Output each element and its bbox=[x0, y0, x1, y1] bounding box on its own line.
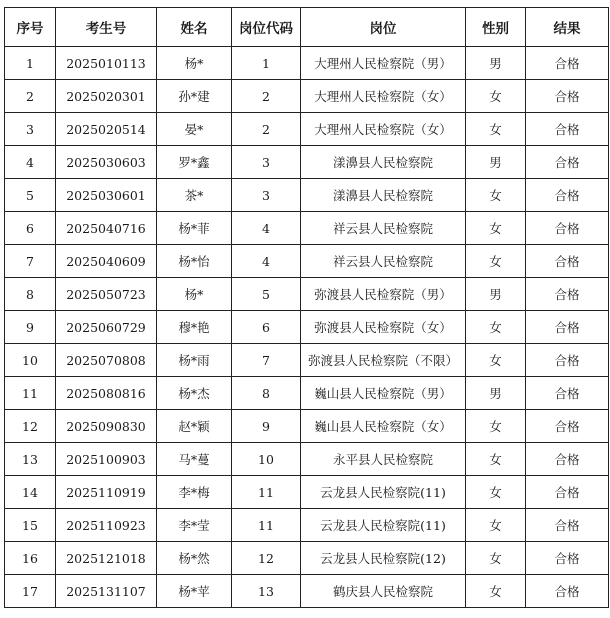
cell-result: 合格 bbox=[526, 146, 609, 179]
column-header-post: 岗位 bbox=[301, 8, 466, 47]
cell-gender: 女 bbox=[466, 443, 526, 476]
header-row bbox=[5, 8, 609, 47]
table-row bbox=[5, 245, 609, 278]
cell-result: 合格 bbox=[526, 278, 609, 311]
cell-gender: 女 bbox=[466, 575, 526, 608]
cell-seq: 11 bbox=[5, 377, 56, 410]
cell-exam-number: 2025090830 bbox=[56, 410, 157, 443]
cell-name: 杨*杰 bbox=[157, 377, 232, 410]
table-header bbox=[5, 8, 609, 47]
cell-result: 合格 bbox=[526, 443, 609, 476]
cell-post: 大理州人民检察院（女） bbox=[301, 113, 466, 146]
cell-name: 李*梅 bbox=[157, 476, 232, 509]
table-row bbox=[5, 278, 609, 311]
column-header-exam-number: 考生号 bbox=[56, 8, 157, 47]
cell-name: 孙*建 bbox=[157, 80, 232, 113]
cell-name: 晏* bbox=[157, 113, 232, 146]
cell-result: 合格 bbox=[526, 245, 609, 278]
cell-exam-number: 2025040716 bbox=[56, 212, 157, 245]
cell-result: 合格 bbox=[526, 476, 609, 509]
cell-name: 李*莹 bbox=[157, 509, 232, 542]
cell-seq: 6 bbox=[5, 212, 56, 245]
cell-result: 合格 bbox=[526, 113, 609, 146]
cell-seq: 17 bbox=[5, 575, 56, 608]
table-row bbox=[5, 443, 609, 476]
cell-gender: 女 bbox=[466, 311, 526, 344]
cell-exam-number: 2025020301 bbox=[56, 80, 157, 113]
cell-post-code: 2 bbox=[232, 113, 301, 146]
cell-result: 合格 bbox=[526, 509, 609, 542]
cell-result: 合格 bbox=[526, 212, 609, 245]
cell-post-code: 9 bbox=[232, 410, 301, 443]
cell-gender: 女 bbox=[466, 509, 526, 542]
cell-result: 合格 bbox=[526, 542, 609, 575]
cell-post-code: 7 bbox=[232, 344, 301, 377]
cell-exam-number: 2025110923 bbox=[56, 509, 157, 542]
cell-gender: 女 bbox=[466, 344, 526, 377]
cell-name: 赵*颖 bbox=[157, 410, 232, 443]
cell-name: 杨* bbox=[157, 47, 232, 80]
cell-exam-number: 2025030601 bbox=[56, 179, 157, 212]
column-header-seq: 序号 bbox=[5, 8, 56, 47]
cell-gender: 女 bbox=[466, 476, 526, 509]
cell-name: 茶* bbox=[157, 179, 232, 212]
cell-gender: 女 bbox=[466, 179, 526, 212]
cell-post: 大理州人民检察院（男） bbox=[301, 47, 466, 80]
table-row bbox=[5, 575, 609, 608]
cell-post: 巍山县人民检察院（女） bbox=[301, 410, 466, 443]
cell-post: 弥渡县人民检察院（不限） bbox=[301, 344, 466, 377]
table-body bbox=[5, 47, 609, 608]
cell-seq: 16 bbox=[5, 542, 56, 575]
cell-seq: 3 bbox=[5, 113, 56, 146]
cell-post-code: 3 bbox=[232, 146, 301, 179]
cell-gender: 女 bbox=[466, 113, 526, 146]
table-row bbox=[5, 410, 609, 443]
cell-exam-number: 2025110919 bbox=[56, 476, 157, 509]
cell-post-code: 1 bbox=[232, 47, 301, 80]
cell-gender: 男 bbox=[466, 47, 526, 80]
cell-seq: 4 bbox=[5, 146, 56, 179]
cell-exam-number: 2025030603 bbox=[56, 146, 157, 179]
table-row bbox=[5, 311, 609, 344]
cell-exam-number: 2025100903 bbox=[56, 443, 157, 476]
cell-result: 合格 bbox=[526, 344, 609, 377]
cell-name: 杨*然 bbox=[157, 542, 232, 575]
cell-post: 大理州人民检察院（女） bbox=[301, 80, 466, 113]
cell-seq: 14 bbox=[5, 476, 56, 509]
cell-post-code: 12 bbox=[232, 542, 301, 575]
cell-post: 云龙县人民检察院(12) bbox=[301, 542, 466, 575]
cell-name: 杨*雨 bbox=[157, 344, 232, 377]
cell-post: 云龙县人民检察院(11) bbox=[301, 476, 466, 509]
cell-result: 合格 bbox=[526, 47, 609, 80]
cell-gender: 女 bbox=[466, 80, 526, 113]
cell-name: 穆*艳 bbox=[157, 311, 232, 344]
cell-post-code: 5 bbox=[232, 278, 301, 311]
cell-post-code: 11 bbox=[232, 509, 301, 542]
cell-exam-number: 2025040609 bbox=[56, 245, 157, 278]
cell-gender: 女 bbox=[466, 410, 526, 443]
table-row bbox=[5, 47, 609, 80]
table-row bbox=[5, 80, 609, 113]
cell-name: 杨* bbox=[157, 278, 232, 311]
cell-post: 巍山县人民检察院（男） bbox=[301, 377, 466, 410]
cell-result: 合格 bbox=[526, 575, 609, 608]
cell-post-code: 10 bbox=[232, 443, 301, 476]
table-row bbox=[5, 542, 609, 575]
cell-post-code: 4 bbox=[232, 245, 301, 278]
cell-gender: 男 bbox=[466, 146, 526, 179]
table-row bbox=[5, 212, 609, 245]
cell-exam-number: 2025070808 bbox=[56, 344, 157, 377]
cell-post-code: 11 bbox=[232, 476, 301, 509]
cell-post: 漾濞县人民检察院 bbox=[301, 146, 466, 179]
cell-exam-number: 2025080816 bbox=[56, 377, 157, 410]
cell-post: 云龙县人民检察院(11) bbox=[301, 509, 466, 542]
column-header-result: 结果 bbox=[526, 8, 609, 47]
cell-seq: 13 bbox=[5, 443, 56, 476]
cell-seq: 8 bbox=[5, 278, 56, 311]
cell-post-code: 13 bbox=[232, 575, 301, 608]
cell-gender: 女 bbox=[466, 542, 526, 575]
cell-exam-number: 2025121018 bbox=[56, 542, 157, 575]
cell-post: 祥云县人民检察院 bbox=[301, 212, 466, 245]
cell-post-code: 8 bbox=[232, 377, 301, 410]
cell-post-code: 4 bbox=[232, 212, 301, 245]
cell-gender: 女 bbox=[466, 212, 526, 245]
cell-post: 弥渡县人民检察院（女） bbox=[301, 311, 466, 344]
table-row bbox=[5, 509, 609, 542]
cell-post: 祥云县人民检察院 bbox=[301, 245, 466, 278]
cell-post: 弥渡县人民检察院（男） bbox=[301, 278, 466, 311]
cell-result: 合格 bbox=[526, 80, 609, 113]
column-header-name: 姓名 bbox=[157, 8, 232, 47]
cell-result: 合格 bbox=[526, 377, 609, 410]
cell-seq: 7 bbox=[5, 245, 56, 278]
cell-name: 杨*菲 bbox=[157, 212, 232, 245]
cell-seq: 10 bbox=[5, 344, 56, 377]
cell-gender: 男 bbox=[466, 278, 526, 311]
cell-name: 杨*苹 bbox=[157, 575, 232, 608]
cell-exam-number: 2025050723 bbox=[56, 278, 157, 311]
cell-name: 马*蔓 bbox=[157, 443, 232, 476]
column-header-post-code: 岗位代码 bbox=[232, 8, 301, 47]
cell-seq: 1 bbox=[5, 47, 56, 80]
cell-exam-number: 2025010113 bbox=[56, 47, 157, 80]
cell-name: 罗*鑫 bbox=[157, 146, 232, 179]
cell-seq: 15 bbox=[5, 509, 56, 542]
table-row bbox=[5, 377, 609, 410]
cell-result: 合格 bbox=[526, 410, 609, 443]
cell-post: 鹤庆县人民检察院 bbox=[301, 575, 466, 608]
cell-gender: 女 bbox=[466, 245, 526, 278]
table-row bbox=[5, 113, 609, 146]
cell-result: 合格 bbox=[526, 311, 609, 344]
cell-exam-number: 2025131107 bbox=[56, 575, 157, 608]
cell-result: 合格 bbox=[526, 179, 609, 212]
cell-seq: 12 bbox=[5, 410, 56, 443]
cell-seq: 9 bbox=[5, 311, 56, 344]
table-row bbox=[5, 179, 609, 212]
cell-post-code: 6 bbox=[232, 311, 301, 344]
cell-post-code: 3 bbox=[232, 179, 301, 212]
table-row bbox=[5, 344, 609, 377]
cell-seq: 5 bbox=[5, 179, 56, 212]
table-row bbox=[5, 146, 609, 179]
cell-exam-number: 2025020514 bbox=[56, 113, 157, 146]
cell-exam-number: 2025060729 bbox=[56, 311, 157, 344]
cell-seq: 2 bbox=[5, 80, 56, 113]
cell-post: 永平县人民检察院 bbox=[301, 443, 466, 476]
results-table bbox=[4, 7, 609, 608]
table-row bbox=[5, 476, 609, 509]
cell-post-code: 2 bbox=[232, 80, 301, 113]
cell-name: 杨*怡 bbox=[157, 245, 232, 278]
cell-post: 漾濞县人民检察院 bbox=[301, 179, 466, 212]
cell-gender: 男 bbox=[466, 377, 526, 410]
column-header-gender: 性别 bbox=[466, 8, 526, 47]
